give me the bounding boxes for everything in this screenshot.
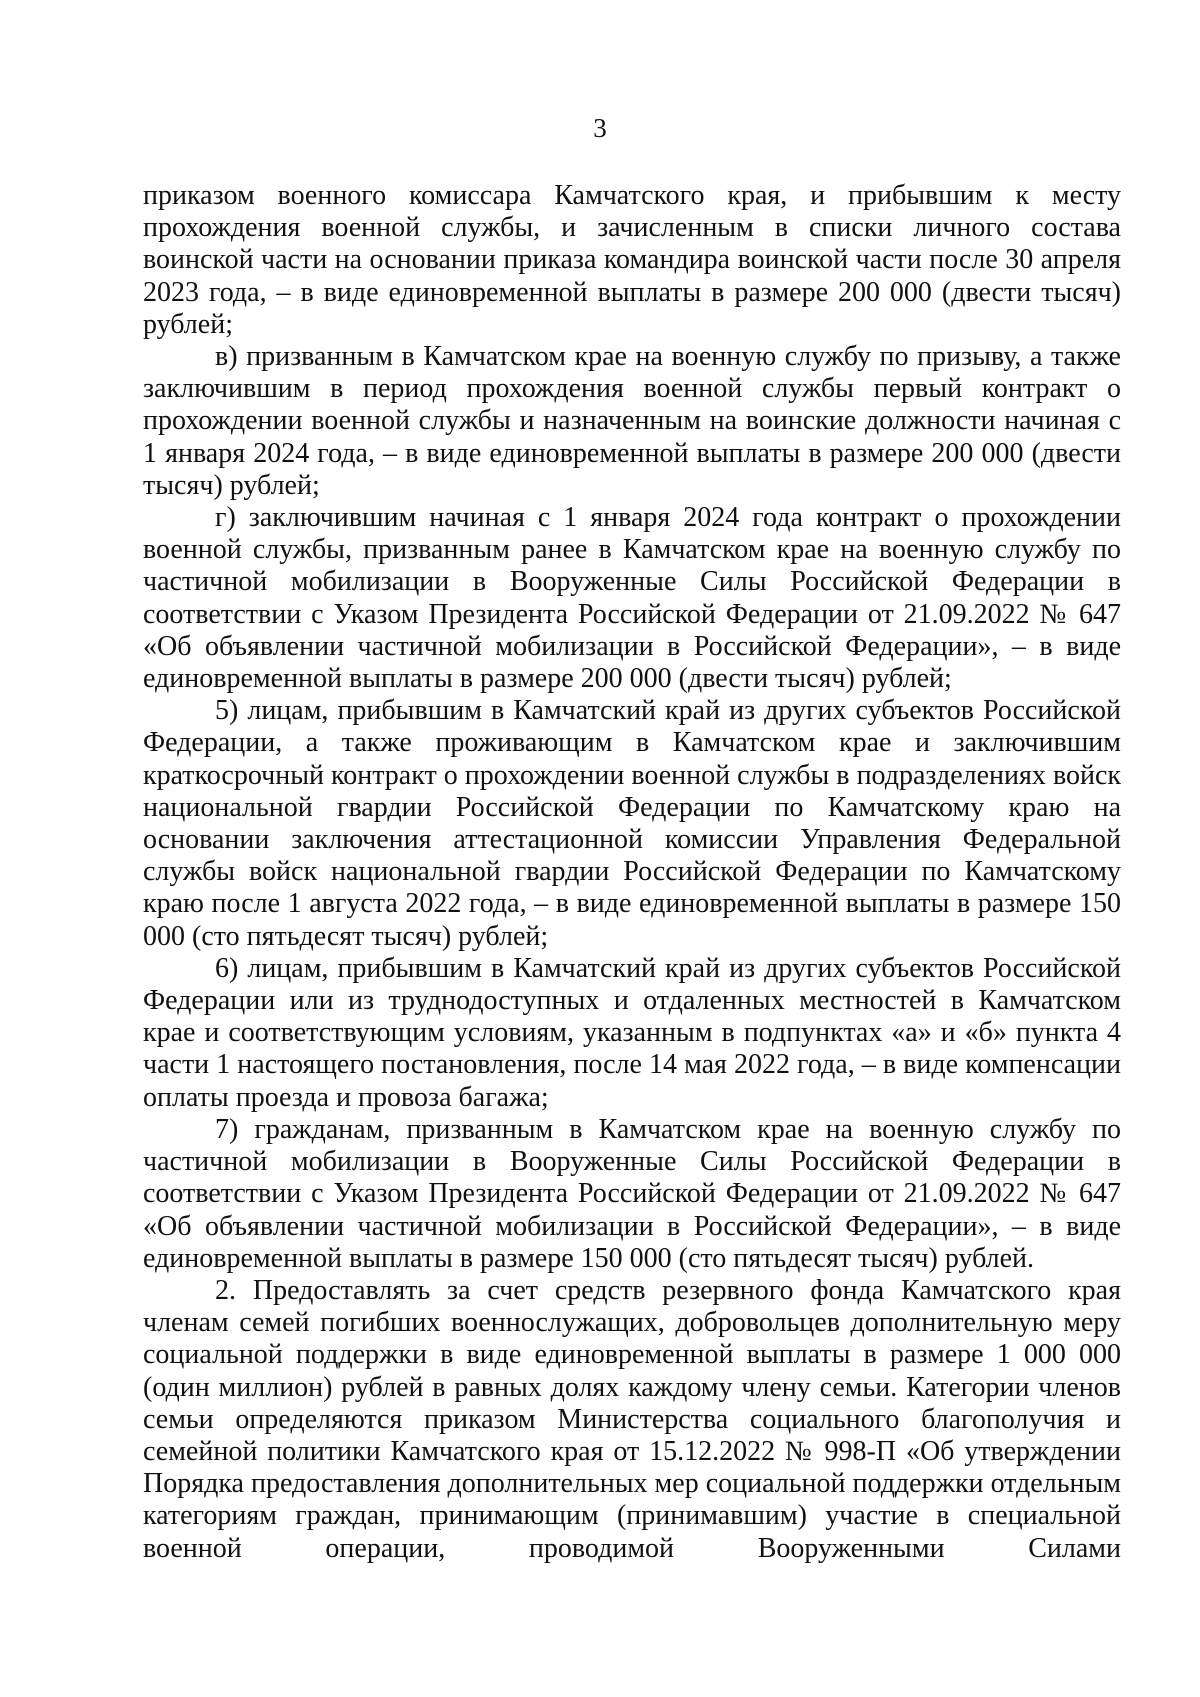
paragraph-item-v: в) призванным в Камчатском крае на военную службу по призыву, а также заключившим в период прохождения военной службы первый контракт о прохождении военной службы и назначенным на воинские должности начиная с 1 января 2024 года, – в виде единовременной выплаты в размере 200 000 (двести тысяч) рублей; <box>143 341 1121 501</box>
paragraph-item-5: 5) лицам, прибывшим в Камчатский край из других субъектов Российской Федерации, а также проживающим в Камчатском крае и заключившим краткосрочный контракт о прохождении военной службы в подразделениях войск национальной гвардии Российской Федерации по Камчатскому краю на основании заключения аттестационной комиссии Управления Федеральной службы войск национальной гвардии Российской Федерации по Камчатскому краю после 1 августа 2022 года, – в виде единовременной выплаты в размере 150 000 (сто пятьдесят тысяч) рублей; <box>143 695 1121 952</box>
paragraph-item-6: 6) лицам, прибывшим в Камчатский край из других субъектов Российской Федерации или из труднодоступных и отдаленных местностей в Камчатском крае и соответствующим условиям, указанным в подпунктах «а» и «б» пункта 4 части 1 настоящего постановления, после 14 мая 2022 года, – в виде компенсации оплаты проезда и провоза багажа; <box>143 952 1121 1113</box>
paragraph-item-g: г) заключившим начиная с 1 января 2024 года контракт о прохождении военной службы, призванным ранее в Камчатском крае на военную службу по частичной мобилизации в Вооруженные Силы Российской Федерации в соответствии с Указом Президента Российской Федерации от 21.09.2022 № 647 «Об объявлении частичной мобилизации в Российской Федерации», – в виде единовременной выплаты в размере 200 000 (двести тысяч) рублей; <box>143 502 1121 695</box>
page-number: 3 <box>593 113 607 143</box>
paragraph-item-7: 7) гражданам, призванным в Камчатском крае на военную службу по частичной мобилизации в Вооруженные Силы Российской Федерации в соответствии с Указом Президента Российской Федерации от 21.09.2022 № 647 «Об объявлении частичной мобилизации в Российской Федерации», – в виде единовременной выплаты в размере 150 000 (сто пятьдесят тысяч) рублей. <box>143 1113 1121 1274</box>
paragraph-continuation: приказом военного комиссара Камчатского края, и прибывшим к месту прохождения военной службы, и зачисленным в списки личного состава воинской части на основании приказа командира воинской части после 30 апреля 2023 года, – в виде единовременной выплаты в размере 200 000 (двести тысяч) рублей; <box>143 180 1121 340</box>
paragraph-section-2: 2. Предоставлять за счет средств резервного фонда Камчатского края членам семей погибших военнослужащих, добровольцев дополнительную меру социальной поддержки в виде единовременной выплаты в размере 1 000 000 (один миллион) рублей в равных долях каждому члену семьи. Категории членов семьи определяются приказом Министерства социального благополучия и семейной политики Камчатского края от 15.12.2022 № 998-П «Об утверждении Порядка предоставления дополнительных мер социальной поддержки отдельным категориям граждан, принимающим (принимавшим) участие в специальной военной операции, проводимой Вооруженными Силами <box>143 1274 1121 1564</box>
document-body <box>143 180 1121 1565</box>
